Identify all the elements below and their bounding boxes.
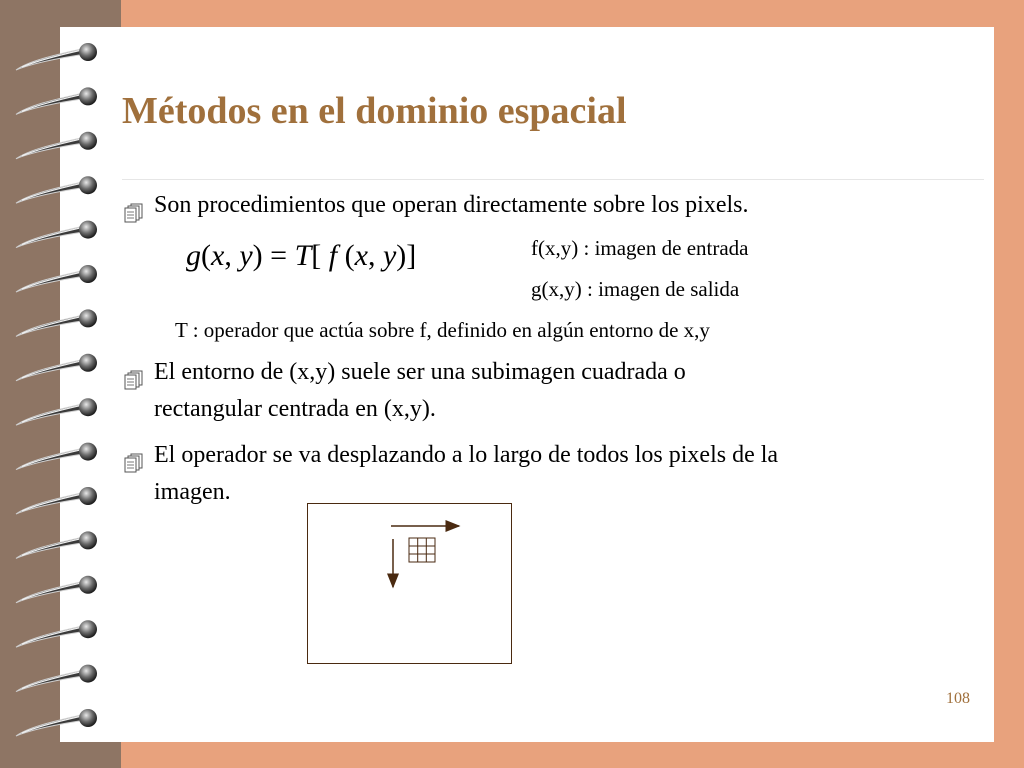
formula-g: g: [186, 239, 201, 272]
transform-formula: [186, 239, 416, 273]
formula-open-bracket: [: [311, 239, 322, 272]
page-number: 108: [946, 690, 970, 707]
binding-ring: [16, 709, 97, 736]
bullet-line: El operador se va desplazando a lo largo de todos los pixels de la: [154, 442, 779, 468]
output-image-note: g(x,y) : imagen de salida: [531, 277, 740, 301]
binding-ring: [16, 487, 97, 514]
binding-ring: [16, 265, 97, 292]
slide-title: Métodos en el dominio espacial: [122, 90, 627, 132]
bullet-line: rectangular centrada en (x,y).: [154, 396, 436, 422]
binding-ring: [16, 221, 97, 248]
binding-ring: [16, 43, 97, 70]
formula-y-2: y: [382, 239, 397, 272]
binding-ring: [16, 176, 97, 203]
binding-ring: [16, 87, 97, 114]
bullet-item-2: [124, 354, 984, 428]
bullet-line: El entorno de (x,y) suele ser una subimagen cuadrada o: [154, 359, 686, 385]
formula-y: y: [239, 239, 253, 272]
formula-comma-2: ,: [367, 239, 383, 272]
formula-equals: =: [262, 239, 295, 272]
formula-comma: ,: [224, 239, 240, 272]
binding-ring: [16, 576, 97, 603]
formula-x: x: [211, 239, 225, 272]
notebook-icon: [124, 365, 144, 402]
binding-ring: [16, 132, 97, 159]
bullet-line: imagen.: [154, 479, 231, 505]
formula-f: f: [321, 239, 338, 272]
formula-open-paren: (: [201, 239, 211, 272]
formula-x-2: x: [354, 239, 368, 272]
image-frame: [308, 504, 512, 664]
neighborhood-grid: [409, 538, 435, 562]
binding-ring: [16, 665, 97, 692]
operator-note: T : operador que actúa sobre f, definido en algún entorno de x,y: [175, 318, 710, 342]
formula-close: )]: [396, 239, 417, 272]
binding-ring: [16, 443, 97, 470]
bullet-text: [154, 354, 984, 428]
title-divider: [122, 179, 984, 180]
slide-page: [60, 27, 994, 742]
formula-T: T: [294, 239, 312, 272]
binding-ring: [16, 531, 97, 558]
bullet-item-3: [124, 437, 984, 511]
binding-ring: [16, 620, 97, 647]
formula-close-paren: ): [252, 239, 263, 272]
binding-ring: [16, 354, 97, 381]
binding-ring: [16, 398, 97, 425]
spiral-binding: [0, 0, 121, 768]
binding-ring: [16, 309, 97, 336]
formula-open-paren-2: (: [337, 239, 355, 272]
notebook-icon: [124, 448, 144, 485]
bullet-line: Son procedimientos que operan directamente sobre los pixels.: [154, 192, 749, 218]
input-image-note: f(x,y) : imagen de entrada: [531, 236, 749, 260]
bullet-text: [154, 437, 984, 511]
notebook-icon: [124, 198, 144, 235]
image-window-diagram: [307, 503, 512, 664]
bullet-item-1: [124, 187, 984, 224]
bullet-text: [154, 187, 984, 224]
